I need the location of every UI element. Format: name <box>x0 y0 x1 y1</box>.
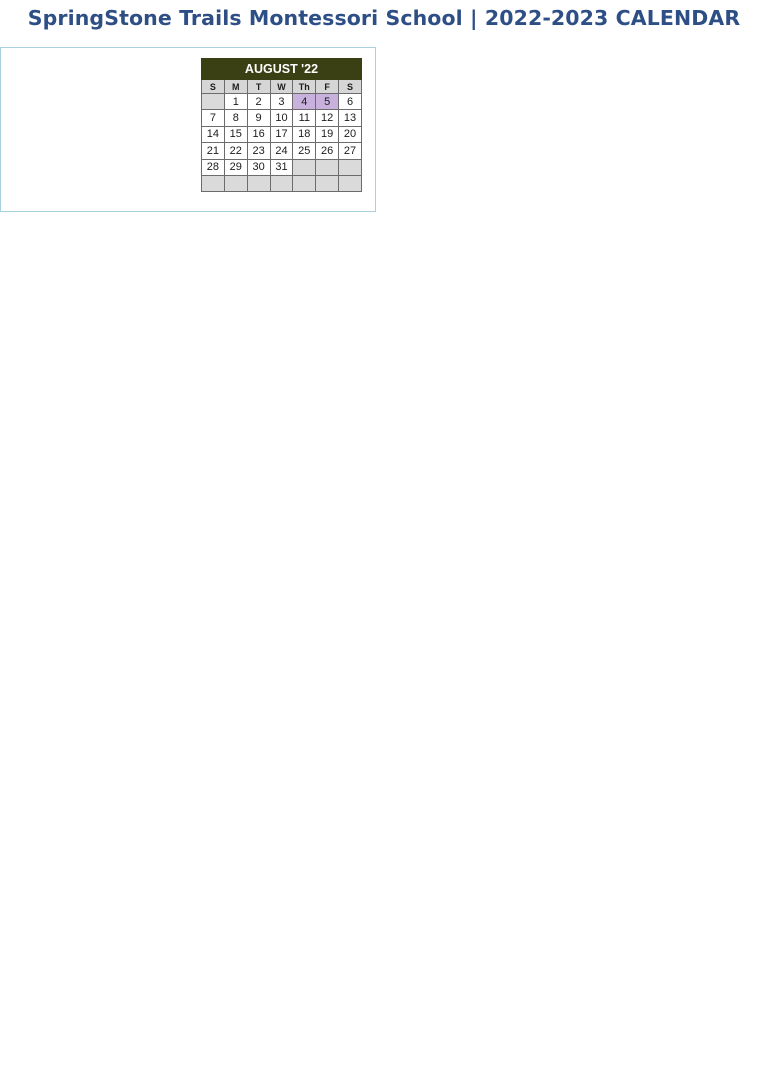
day-cell: 29 <box>224 159 247 175</box>
day-cell: 3 <box>270 94 293 110</box>
day-cell: 26 <box>316 143 339 159</box>
day-cell: 30 <box>247 159 270 175</box>
day-cell: 14 <box>202 126 225 142</box>
weekday-label: S <box>202 80 225 94</box>
day-cell: 10 <box>270 110 293 126</box>
day-cell: 27 <box>339 143 362 159</box>
day-cell: 11 <box>293 110 316 126</box>
month-name: AUGUST '22 <box>202 59 362 80</box>
empty-day-cell <box>339 159 362 175</box>
day-cell: 5 <box>316 94 339 110</box>
weekday-label: T <box>247 80 270 94</box>
week-row <box>202 159 362 175</box>
day-cell: 7 <box>202 110 225 126</box>
day-cell: 19 <box>316 126 339 142</box>
empty-day-cell <box>293 175 316 191</box>
day-cell: 16 <box>247 126 270 142</box>
page-title: SpringStone Trails Montessori School | 2022-2023 CALENDAR <box>27 6 741 30</box>
day-cell: 23 <box>247 143 270 159</box>
weekday-label: S <box>339 80 362 94</box>
empty-day-cell <box>247 175 270 191</box>
day-cell: 24 <box>270 143 293 159</box>
day-cell: 28 <box>202 159 225 175</box>
empty-day-cell <box>270 175 293 191</box>
day-cell: 31 <box>270 159 293 175</box>
empty-day-cell <box>224 175 247 191</box>
day-cell: 17 <box>270 126 293 142</box>
day-cell: 21 <box>202 143 225 159</box>
day-cell: 2 <box>247 94 270 110</box>
weekday-header-row <box>202 80 362 94</box>
empty-day-cell <box>202 94 225 110</box>
empty-day-cell <box>316 175 339 191</box>
day-cell: 20 <box>339 126 362 142</box>
weekday-label: Th <box>293 80 316 94</box>
empty-day-cell <box>316 159 339 175</box>
day-cell: 6 <box>339 94 362 110</box>
day-cell: 13 <box>339 110 362 126</box>
week-row <box>202 126 362 142</box>
month-calendar <box>201 58 362 192</box>
day-cell: 15 <box>224 126 247 142</box>
week-row <box>202 143 362 159</box>
day-cell: 1 <box>224 94 247 110</box>
day-cell: 8 <box>224 110 247 126</box>
day-cell: 9 <box>247 110 270 126</box>
weekday-label: W <box>270 80 293 94</box>
day-cell: 22 <box>224 143 247 159</box>
day-cell: 4 <box>293 94 316 110</box>
week-row <box>202 175 362 191</box>
day-cell: 12 <box>316 110 339 126</box>
empty-day-cell <box>293 159 316 175</box>
weekday-label: F <box>316 80 339 94</box>
week-row <box>202 110 362 126</box>
empty-day-cell <box>202 175 225 191</box>
week-row <box>202 94 362 110</box>
weekday-label: M <box>224 80 247 94</box>
empty-day-cell <box>339 175 362 191</box>
day-cell: 18 <box>293 126 316 142</box>
day-cell: 25 <box>293 143 316 159</box>
